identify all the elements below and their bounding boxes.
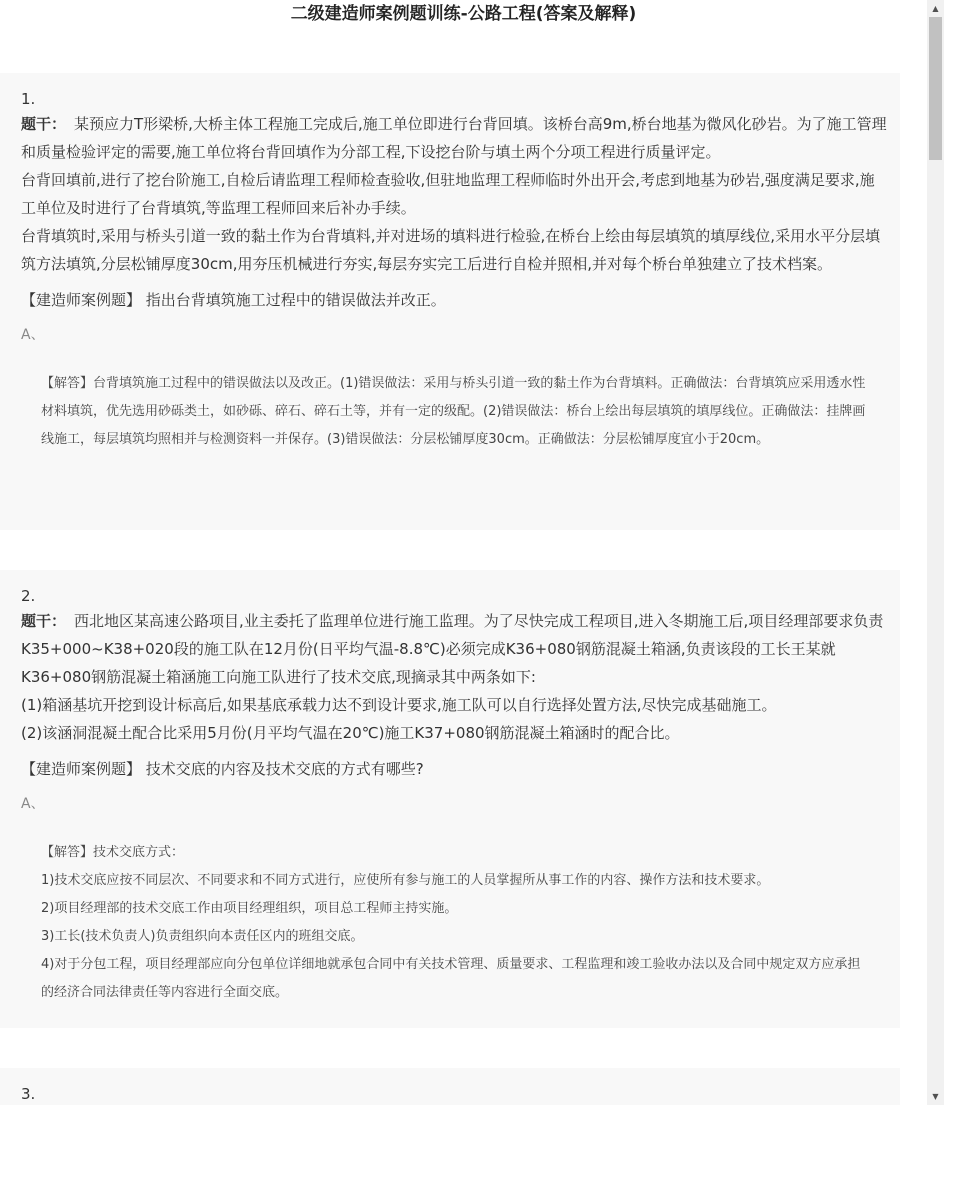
- answer-paragraph: 3)工长(技术负责人)负责组织向本责任区内的班组交底。: [41, 929, 364, 944]
- scroll-down-arrow-icon[interactable]: ▼: [932, 1092, 939, 1101]
- question-number: 1.: [21, 90, 36, 108]
- answer-option[interactable]: A、: [21, 327, 45, 343]
- answer-explanation: [41, 839, 870, 1007]
- question-stem: [21, 110, 888, 278]
- vertical-scrollbar[interactable]: [927, 0, 944, 1105]
- scrollbar-thumb[interactable]: [929, 17, 942, 160]
- question-card-3: [0, 1068, 900, 1105]
- stem-paragraph: 台背回填前,进行了挖台阶施工,自检后请监理工程师检查验收,但驻地监理工程师临时外出开会,考虑到地基为砂岩,强度满足要求,施工单位及时进行了台背填筑,等监理工程师回来后补办手续。: [21, 171, 875, 217]
- case-question: 【建造师案例题】 指出台背填筑施工过程中的错误做法并改正。: [21, 291, 446, 309]
- stem-text: 西北地区某高速公路项目,业主委托了监理单位进行施工监理。为了尽快完成工程项目,进入冬期施工后,项目经理部要求负责K35+000~K38+020段的施工队在12月份(日平均气温-8.8℃)必须完成K36+080钢筋混凝土箱涵,负责该段的工长王某就K36+080钢筋混凝土箱涵施工向施工队进行了技术交底,现摘录其中两条如下:: [21, 612, 884, 686]
- answer-paragraph: 1)技术交底应按不同层次、不同要求和不同方式进行，应使所有参与施工的人员掌握所从事工作的内容、操作方法和技术要求。: [41, 873, 770, 888]
- stem-paragraph: 台背填筑时,采用与桥头引道一致的黏土作为台背填料,并对进场的填料进行检验,在桥台上绘由每层填筑的填厚线位,采用水平分层填筑方法填筑,分层松铺厚度30cm,用夯压机械进行夯实,每层夯实完工后进行自检并照相,并对每个桥台单独建立了技术档案。: [21, 227, 881, 273]
- page-title: 二级建造师案例题训练-公路工程(答案及解释): [290, 4, 637, 24]
- scroll-up-arrow-icon[interactable]: ▲: [932, 4, 939, 13]
- stem-paragraph: (1)箱涵基坑开挖到设计标高后,如果基底承载力达不到设计要求,施工队可以自行选择处置方法,尽快完成基础施工。: [21, 696, 777, 714]
- answer-option[interactable]: A、: [21, 796, 45, 812]
- case-question: 【建造师案例题】 技术交底的内容及技术交底的方式有哪些?: [21, 760, 424, 778]
- stem-paragraph: (2)该涵洞混凝土配合比采用5月份(月平均气温在20℃)施工K37+080钢筋混凝土箱涵时的配合比。: [21, 724, 680, 742]
- stem-text: 某预应力T形梁桥,大桥主体工程施工完成后,施工单位即进行台背回填。该桥台高9m,桥台地基为微风化砂岩。为了施工管理和质量检验评定的需要,施工单位将台背回填作为分部工程,下设挖台阶与填土两个分项工程进行质量评定。: [21, 115, 887, 161]
- answer-paragraph: 【解答】台背填筑施工过程中的错误做法以及改正。(1)错误做法：采用与桥头引道一致的黏土作为台背填料。正确做法：台背填筑应采用透水性材料填筑，优先选用砂砾类土，如砂砾、碎石、碎石土等，并有一定的级配。(2)错误做法：桥台上绘出每层填筑的填厚线位。正确做法：挂牌画线施工，每层填筑均照相并与检测资料一并保存。(3)错误做法：分层松铺厚度30cm。正确做法：分层松铺厚度宜小于20cm。: [41, 376, 866, 447]
- question-number: 3.: [21, 1085, 36, 1103]
- stem-paragraph: [21, 607, 888, 691]
- stem-paragraph: [21, 110, 888, 166]
- answer-paragraph: 2)项目经理部的技术交底工作由项目经理组织，项目总工程师主持实施。: [41, 901, 458, 916]
- question-stem: [21, 607, 888, 747]
- answer-paragraph: 4)对于分包工程，项目经理部应向分包单位详细地就承包合同中有关技术管理、质量要求、工程监理和竣工验收办法以及合同中规定双方应承担的经济合同法律责任等内容进行全面交底。: [41, 957, 861, 1000]
- question-card-2: [0, 570, 900, 1028]
- answer-explanation: [41, 370, 870, 454]
- question-number: 2.: [21, 587, 36, 605]
- question-card-1: [0, 73, 900, 530]
- answer-paragraph: 【解答】技术交底方式：: [41, 845, 185, 860]
- stem-label: 题干：: [21, 115, 67, 133]
- stem-label: 题干：: [21, 612, 67, 630]
